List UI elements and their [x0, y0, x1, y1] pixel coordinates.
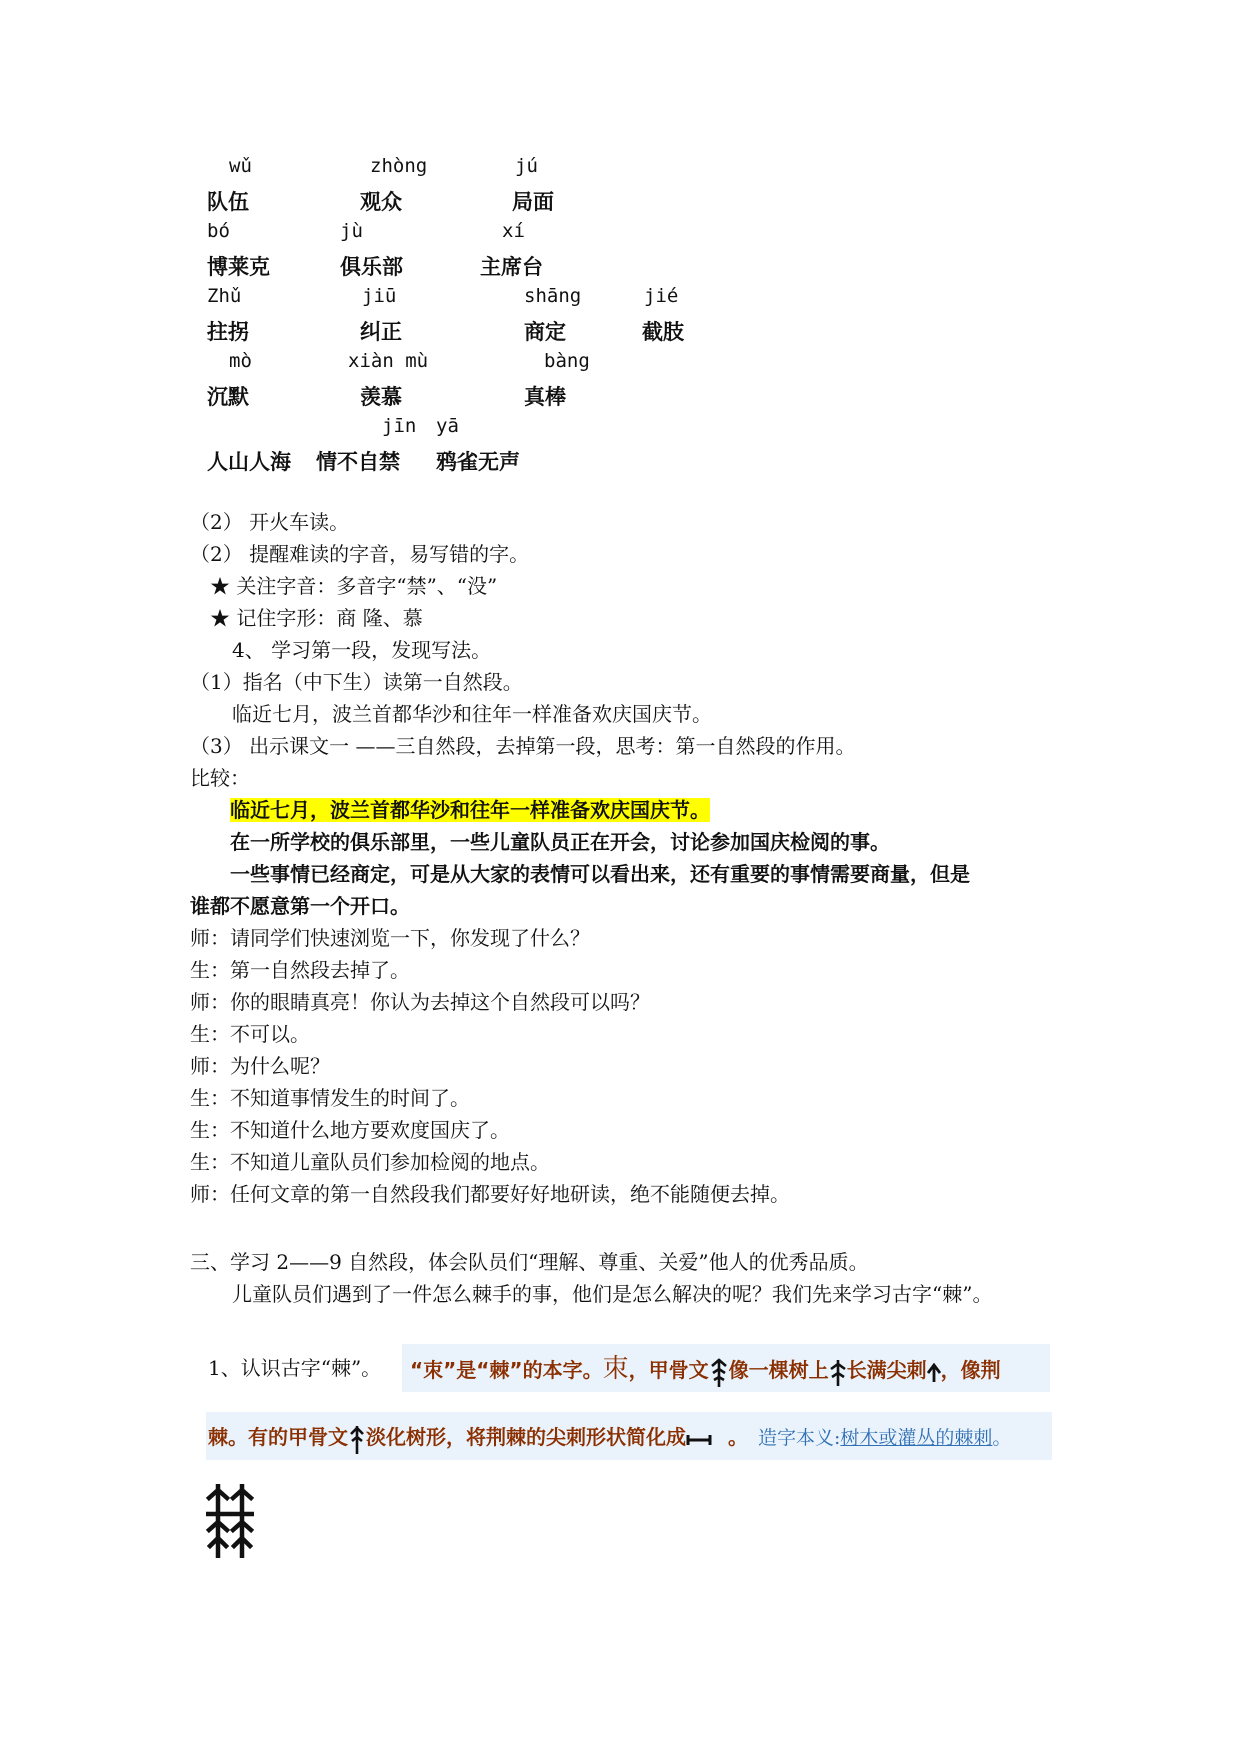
step-line: 临近七月，波兰首都华沙和往年一样准备欢庆国庆节。	[232, 702, 712, 726]
compare-paragraph: 一些事情已经商定，可是从大家的表情可以看出来，还有重要的事情需要商量，但是	[230, 862, 970, 886]
tree-glyph-icon	[829, 1359, 847, 1387]
pinyin: jié	[644, 285, 679, 307]
dialogue-line: 师：为什么呢？	[190, 1054, 330, 1078]
vocab-word: 纠正	[360, 320, 402, 344]
thorn-simplified-glyph-icon	[686, 1433, 712, 1447]
compare-paragraph-highlight	[230, 796, 710, 824]
definition-link[interactable]: 树木或灌丛的棘刺	[840, 1427, 993, 1449]
vocab-word: 羡慕	[360, 385, 402, 409]
thorn-glyph-icon	[927, 1363, 941, 1383]
pinyin: bó	[207, 220, 230, 242]
ancient-text: ，像荆	[940, 1358, 1001, 1382]
pinyin: wǔ	[229, 155, 252, 177]
ancient-text: 淡化树形，将荆棘的尖刺形状简化成	[366, 1425, 686, 1449]
step-line: ★ 记住字形：商 隆、慕	[210, 606, 423, 630]
step-line: （1）指名（中下生）读第一自然段。	[190, 670, 523, 694]
vocab-word: 拄拐	[207, 320, 249, 344]
ancient-text: “朿”是“棘”的本字。	[410, 1358, 603, 1382]
vocab-word: 观众	[360, 190, 402, 214]
pinyin: shāng	[524, 285, 582, 307]
seal-script-character-icon	[206, 1484, 254, 1558]
ancient-char: 朿	[602, 1354, 629, 1384]
vocab-word: 沉默	[207, 385, 249, 409]
pinyin: yā	[436, 415, 459, 437]
pinyin: xí	[502, 220, 525, 242]
vocab-word: 队伍	[207, 190, 249, 214]
dialogue-line: 师：任何文章的第一自然段我们都要好好地研读，绝不能随便去掉。	[190, 1182, 790, 1206]
step-line: 4、 学习第一段，发现写法。	[232, 638, 492, 662]
section-heading: 三、学习 2——9 自然段，体会队员们“理解、尊重、关爱”他人的优秀品质。	[190, 1250, 869, 1274]
step-line: （3） 出示课文一 ——三自然段，去掉第一段，思考：第一自然段的作用。	[190, 734, 856, 758]
step-line: （2） 开火车读。	[190, 510, 350, 534]
dialogue-line: 师：请同学们快速浏览一下，你发现了什么？	[190, 926, 590, 950]
pinyin: jīn	[382, 415, 417, 437]
oracle-bone-glyph-icon	[348, 1425, 366, 1455]
highlighted-text: 临近七月，波兰首都华沙和往年一样准备欢庆国庆节。	[230, 798, 710, 822]
pinyin: zhòng	[370, 155, 428, 177]
vocab-word: 局面	[512, 190, 554, 214]
vocab-word: 鸦雀无声	[436, 450, 520, 474]
pinyin: bàng	[544, 350, 590, 372]
vocab-word: 真棒	[524, 385, 566, 409]
definition-label: 造字本义:	[758, 1427, 841, 1449]
step-line: ★ 关注字音：多音字“禁”、“没”	[210, 574, 498, 598]
step-line: 比较：	[190, 766, 250, 790]
ancient-line-1	[410, 1352, 1001, 1388]
vocab-word: 主席台	[480, 255, 543, 279]
compare-paragraph: 在一所学校的俱乐部里，一些儿童队员正在开会，讨论参加国庆检阅的事。	[230, 830, 890, 854]
ancient-text: ，甲骨文	[628, 1358, 709, 1382]
ancient-text: 棘。有的甲骨文	[208, 1425, 348, 1449]
compare-paragraph: 谁都不愿意第一个开口。	[190, 894, 410, 918]
dialogue-line: 生：不知道儿童队员们参加检阅的地点。	[190, 1150, 550, 1174]
dialogue-line: 生：第一自然段去掉了。	[190, 958, 410, 982]
ancient-label: 1、认识古字“棘”。	[208, 1356, 382, 1380]
pinyin: xiàn mù	[348, 350, 429, 372]
vocab-word: 俱乐部	[340, 255, 403, 279]
vocab-word: 情不自禁	[316, 450, 400, 474]
ancient-text: 。	[728, 1425, 748, 1449]
vocab-word: 博莱克	[207, 255, 270, 279]
dialogue-line: 生：不知道事情发生的时间了。	[190, 1086, 470, 1110]
ancient-line-2	[208, 1420, 1011, 1456]
pinyin: mò	[229, 350, 252, 372]
oracle-bone-glyph-icon	[709, 1358, 729, 1388]
vocab-word: 人山人海	[207, 450, 291, 474]
vocab-word: 截肢	[642, 320, 684, 344]
section-intro: 儿童队员们遇到了一件怎么棘手的事，他们是怎么解决的呢？我们先来学习古字“棘”。	[232, 1282, 993, 1306]
dialogue-line: 生：不知道什么地方要欢度国庆了。	[190, 1118, 510, 1142]
pinyin: jiū	[362, 285, 397, 307]
pinyin: jú	[515, 155, 538, 177]
pinyin: Zhǔ	[207, 285, 242, 307]
ancient-text: 长满尖刺	[846, 1358, 927, 1382]
ancient-text: 。	[992, 1427, 1012, 1449]
ancient-text: 像一棵树上	[728, 1358, 829, 1382]
dialogue-line: 师：你的眼睛真亮！你认为去掉这个自然段可以吗？	[190, 990, 650, 1014]
vocab-word: 商定	[524, 320, 566, 344]
step-line: （2） 提醒难读的字音，易写错的字。	[190, 542, 530, 566]
pinyin: jù	[340, 220, 363, 242]
dialogue-line: 生：不可以。	[190, 1022, 310, 1046]
